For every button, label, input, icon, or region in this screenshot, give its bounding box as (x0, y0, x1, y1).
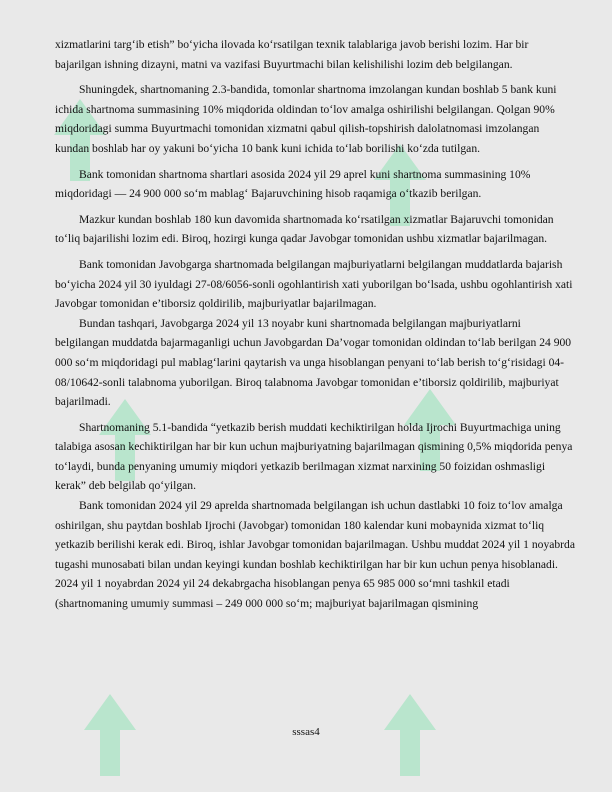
paragraph: Bank tomonidan Javobgarga shartnomada belgilangan majburiyatlarni belgilangan muddatlarda bajarish bo‘yicha 2024 yil 30 iyuldagi 27-08/6056-sonli ogohlantirish xati yuborilgan bo‘lsada, ushbu ogohlantirish xati Javobgar tomonidan e’tiborsiz qoldirilib, majburiyatlar bajarilmagan. (55, 257, 573, 311)
paragraph: Bank tomonidan shartnoma shartlari asosida 2024 yil 29 aprel kuni shartnoma summasining 10% miqdoridagi — 24 900 000 so‘m mablag‘ Bajaruvchining hisob raqamiga o‘tkazib berilgan. (55, 167, 531, 201)
paragraph: Bundan tashqari, Javobgarga 2024 yil 13 noyabr kuni shartnomada belgilangan majburiyatlarni belgilangan muddatda bajarmaganligi uchun Javobgardan Da’vogar tomonidan oldindan to‘lab berilgan 24 900 000 so‘m miqdoridagi pul mablag‘larini qaytarish va unga hisoblangan penyani to‘lab berish to‘g‘risidagi 04-08/10642-sonli talabnoma yuborilgan. Biroq talabnoma Javobgar tomonidan e’tiborsiz qoldirilib, majburiyat bajarilmadi. (55, 316, 572, 409)
paragraph: Shartnomaning 5.1-bandida “yetkazib berish muddati kechiktirilgan holda Ijrochi Buyurtmachiga uning talabiga asosan kechiktirilgan har bir kun uchun majburiyatning bajarilmagan qismining 0,5% miqdorida penya to‘laydi, bunda penyaning umumiy miqdori yetkazib berilmagan xizmat narxining 50 foizidan oshmasligi kerak” deb belgilab qo‘yilgan. (55, 420, 573, 493)
paragraph: Shuningdek, shartnomaning 2.3-bandida, tomonlar shartnoma imzolangan kundan boshlab 5 bank kuni ichida shartnoma summasining 10% miqdorida oldindan to‘lov amalga oshirilishi belgilangan. Qolgan 90% miqdoridagi summa Buyurtmachi tomonidan xizmatni qabul qilish-topshirish dalolatnomasi imzolangan kundan boshlab har oy yakuni bo‘yicha 10 bank kuni ichida to‘lab borilishi ko‘zda tutilgan. (55, 83, 557, 155)
page-footer: sssas4 (292, 726, 320, 738)
document-body (55, 35, 575, 614)
paragraph: Mazkur kundan boshlab 180 kun davomida shartnomada ko‘rsatilgan xizmatlar Bajaruvchi tomonidan to‘liq bajarilishi lozim edi. Biroq, hozirgi kunga qadar Javobgar tomonidan ushbu xizmatlar bajarilmagan. (55, 212, 554, 246)
paragraph: xizmatlarini targ‘ib etish” bo‘yicha ilovada ko‘rsatilgan texnik talablariga javob berishi lozim. Har bir bajarilgan ishning dizayni, matni va vazifasi Buyurtmachi bilan kelishilishi lozim deb belgilangan. (55, 38, 529, 71)
paragraph: Bank tomonidan 2024 yil 29 aprelda shartnomada belgilangan ish uchun dastlabki 10 foiz to‘lov amalga oshirilgan, shu paytdan boshlab Ijrochi (Javobgar) tomonidan 180 kalendar kuni mobaynida xizmat to‘liq yetkazib berilishi kerak edi. Biroq, ishlar Javobgar tomonidan bajarilmagan. Ushbu muddat 2024 yil 1 noyabrda tugashi munosabati bilan undan keyingi kundan boshlab kechiktirilgan har bir kun uchun penya hisoblanadi. 2024 yil 1 noyabrdan 2024 yil 24 dekabrgacha hisoblangan penya 65 985 000 so‘mni tashkil etadi (shartnomaning umumiy summasi – 249 000 000 so‘m; majburiyat bajarilmagan qismining (55, 499, 575, 611)
